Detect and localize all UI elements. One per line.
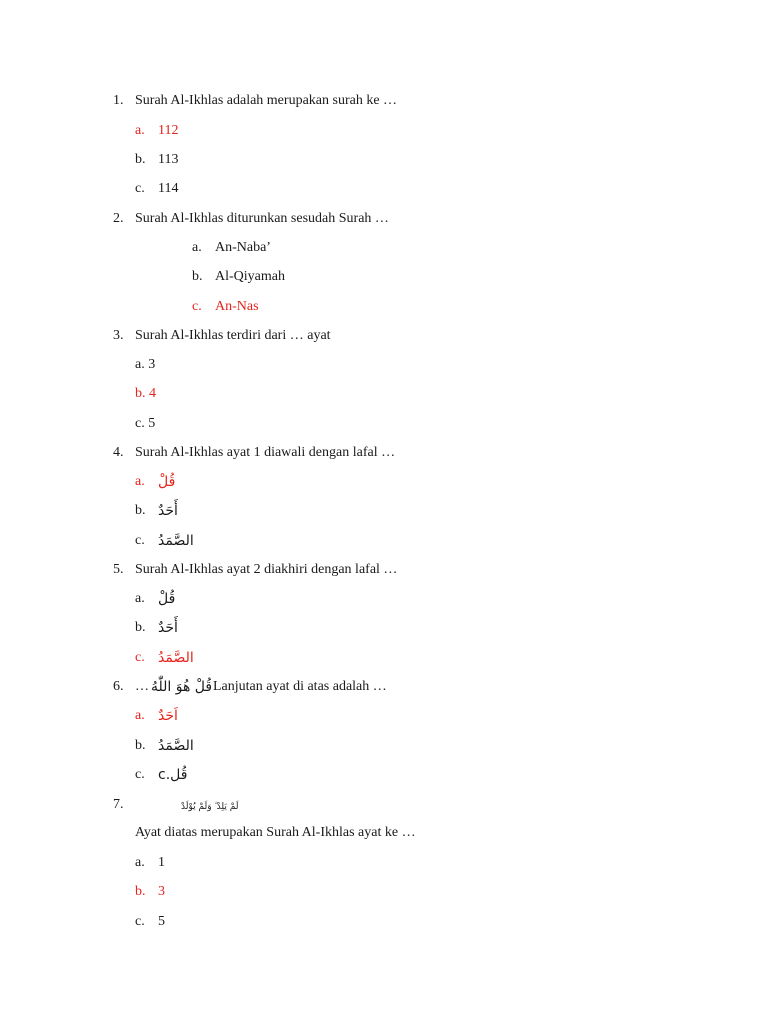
option-text: 114	[158, 181, 179, 196]
option-arabic-text: أَحَدٌ	[158, 503, 178, 519]
option-arabic-text: اَحَدٌ	[158, 708, 178, 724]
question-prefix: …	[135, 679, 149, 694]
option-arabic-text: قُلْ	[158, 474, 176, 490]
option-label: b.	[135, 738, 146, 753]
question-text: Surah Al-Ikhlas ayat 2 diakhiri dengan lafal …	[135, 562, 398, 577]
question-number: 4.	[113, 445, 124, 460]
question-number: 6.	[113, 679, 124, 694]
option-3b	[135, 385, 156, 403]
option-label: a.	[135, 855, 145, 870]
question-text: Surah Al-Ikhlas diturunkan sesudah Surah …	[135, 211, 389, 226]
option-label: c.	[192, 299, 202, 314]
option-arabic-text: c.قُل	[158, 767, 188, 783]
option-arabic-text: قُلْ	[158, 591, 176, 607]
option-label: b.	[135, 152, 146, 167]
option-text: 113	[158, 152, 179, 167]
option-text: 112	[158, 123, 179, 138]
option-arabic-text: أَحَدٌ	[158, 620, 178, 636]
question-arabic: قُلْ هُوَ اللّٰهُ	[151, 679, 213, 695]
question-text: Surah Al-Ikhlas ayat 1 diawali dengan lafal …	[135, 445, 396, 460]
option-text: 3	[158, 884, 165, 899]
question-text: Ayat diatas merupakan Surah Al-Ikhlas ayat ke …	[135, 825, 416, 840]
option-text: 5	[158, 914, 165, 929]
option-arabic-text: الصَّمَدُ	[158, 533, 194, 549]
question-number: 7.	[113, 797, 124, 812]
option-label: a.	[192, 240, 202, 255]
option-label: b.	[192, 269, 203, 284]
question-text: Lanjutan ayat di atas adalah …	[213, 679, 387, 694]
question-number: 1.	[113, 93, 124, 108]
option-label: b. 4	[135, 386, 156, 401]
option-label: b.	[135, 503, 146, 518]
option-label: a.	[135, 123, 145, 138]
question-7-text	[135, 824, 416, 842]
question-number: 5.	[113, 562, 124, 577]
option-label: a.	[135, 474, 145, 489]
option-label: a. 3	[135, 357, 156, 372]
option-text: An-Nas	[215, 299, 259, 314]
option-text: An-Naba’	[215, 240, 271, 255]
option-arabic-text: الصَّمَدُ	[158, 650, 194, 666]
question-number: 3.	[113, 328, 124, 343]
question-text: Surah Al-Ikhlas adalah merupakan surah ke …	[135, 93, 398, 108]
option-label: b.	[135, 620, 146, 635]
option-label: b.	[135, 884, 146, 899]
option-label: c.	[135, 181, 145, 196]
option-label: c.	[135, 650, 145, 665]
option-label: c.	[135, 767, 145, 782]
option-label: c.	[135, 914, 145, 929]
option-arabic-text: الصَّمَدُ	[158, 738, 194, 754]
option-3a	[135, 356, 155, 374]
option-text: Al-Qiyamah	[215, 269, 285, 284]
option-label: c. 5	[135, 416, 156, 431]
option-label: a.	[135, 708, 145, 723]
option-label: c.	[135, 533, 145, 548]
question-number: 2.	[113, 211, 124, 226]
option-text: 1	[158, 855, 165, 870]
question-arabic: لَمْ يَلِدْ ۙ وَلَمْ يُوْلَدْ	[181, 802, 239, 812]
option-3c	[135, 415, 155, 433]
option-label: a.	[135, 591, 145, 606]
question-text: Surah Al-Ikhlas terdiri dari … ayat	[135, 328, 331, 343]
